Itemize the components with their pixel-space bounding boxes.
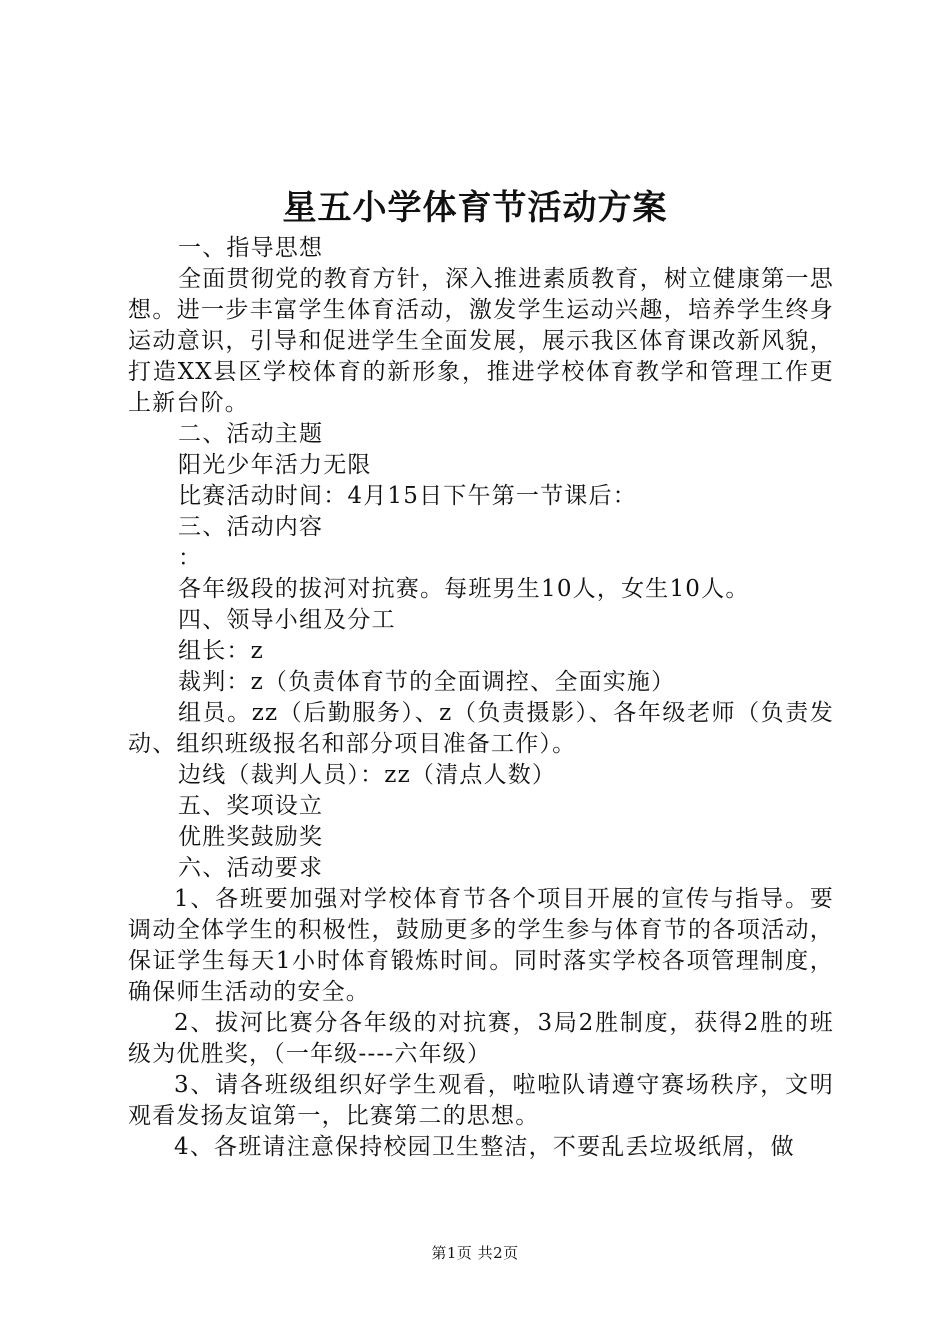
section-heading-leadership: 四、领导小组及分工 [178, 607, 396, 633]
section-heading-requirements: 六、活动要求 [178, 855, 324, 881]
page-footer: 第1页 共2页 [431, 1244, 519, 1262]
paragraph-colon: ： [178, 545, 203, 571]
paragraph-requirement-3: 3、请各班级组织好学生观看，啦啦队请遵守赛场秩序，文明观看发扬友谊第一，比赛第二的思想。 [128, 1072, 834, 1129]
paragraph-theme: 阳光少年活力无限 [178, 452, 372, 478]
section-heading-guiding-ideology: 一、指导思想 [178, 235, 324, 261]
paragraph-referee: 裁判：z（负责体育节的全面调控、全面实施） [178, 669, 676, 695]
paragraph-content: 各年级段的拔河对抗赛。每班男生10人，女生10人。 [178, 576, 750, 602]
paragraph-members: 组员。zz（后勤服务）、z（负责摄影）、各年级老师（负责发动、组织班级报名和部分项目准备工作）。 [128, 700, 834, 757]
section-heading-theme: 二、活动主题 [178, 421, 324, 447]
paragraph-competition-time: 比赛活动时间：4月15日下午第一节课后： [178, 483, 637, 509]
paragraph-group-leader: 组长：z [178, 638, 264, 664]
paragraph-line-judges: 边线（裁判人员）：zz（清点人数） [178, 762, 557, 788]
section-heading-awards: 五、奖项设立 [178, 793, 324, 819]
document-title: 星五小学体育节活动方案 [282, 188, 668, 228]
paragraph-requirement-2: 2、拔河比赛分各年级的对抗赛，3局2胜制度，获得2胜的班级为优胜奖，（一年级----六年级） [128, 1010, 834, 1067]
paragraph-requirement-4: 4、各班请注意保持校园卫生整洁，不要乱丢垃圾纸屑，做 [174, 1134, 795, 1160]
document-body [128, 233, 834, 1163]
section-heading-content: 三、活动内容 [178, 514, 324, 540]
paragraph-guiding-ideology: 全面贯彻党的教育方针，深入推进素质教育，树立健康第一思想。进一步丰富学生体育活动，激发学生运动兴趣，培养学生终身运动意识，引导和促进学生全面发展，展示我区体育课改新风貌，打造XX县区学校体育的新形象，推进学校体育教学和管理工作更上新台阶。 [128, 266, 834, 416]
paragraph-requirement-1: 1、各班要加强对学校体育节各个项目开展的宣传与指导。要调动全体学生的积极性，鼓励更多的学生参与体育节的各项活动，保证学生每天1小时体育锻炼时间。同时落实学校各项管理制度，确保师生活动的安全。 [128, 886, 834, 1005]
paragraph-awards: 优胜奖鼓励奖 [178, 824, 324, 850]
